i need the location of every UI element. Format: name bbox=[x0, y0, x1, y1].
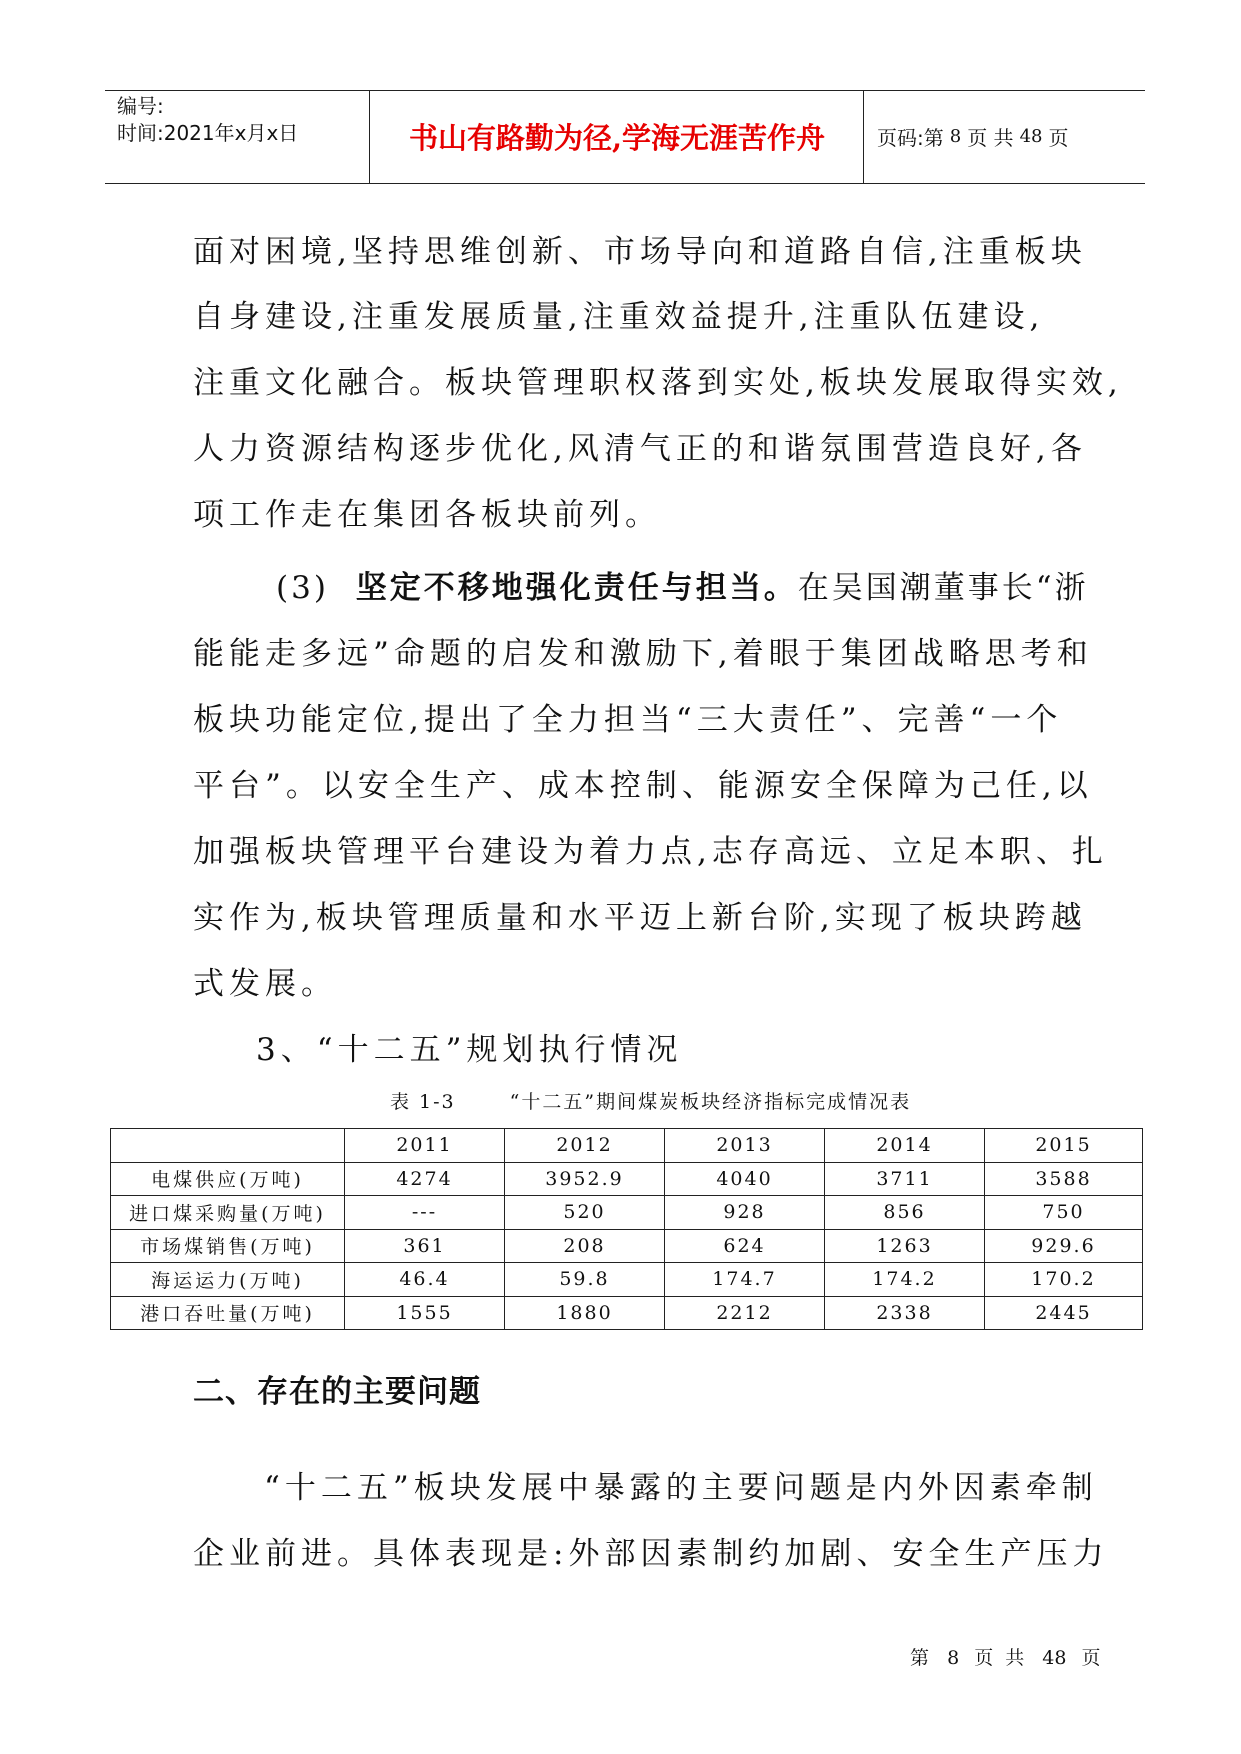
header-page-prefix: 页码:第 bbox=[877, 126, 944, 150]
table-cell: 3952.9 bbox=[505, 1162, 665, 1196]
table-header-cell: 2013 bbox=[665, 1129, 825, 1163]
table-cell: 2338 bbox=[825, 1296, 985, 1330]
paragraph-line: 式发展。 bbox=[193, 966, 337, 1002]
table-cell: 750 bbox=[985, 1196, 1143, 1230]
table-caption bbox=[390, 1087, 911, 1114]
table-cell: 624 bbox=[665, 1229, 825, 1263]
header-meta bbox=[117, 93, 367, 147]
paragraph-line: 平台”。以安全生产、成本控制、能源安全保障为己任,以 bbox=[193, 768, 1093, 804]
item-number: (3) bbox=[276, 570, 329, 606]
item-text: 在吴国潮董事长“浙 bbox=[797, 570, 1089, 606]
paragraph-line: 板块功能定位,提出了全力担当“三大责任”、完善“一个 bbox=[193, 702, 1063, 738]
table-cell: 520 bbox=[505, 1196, 665, 1230]
table-cell: 3588 bbox=[985, 1162, 1143, 1196]
table-cell: --- bbox=[345, 1196, 505, 1230]
table-cell: 1880 bbox=[505, 1296, 665, 1330]
page-footer bbox=[910, 1643, 1104, 1670]
table-caption-number: 表 1-3 bbox=[390, 1091, 456, 1113]
row-label: 进口煤采购量(万吨) bbox=[111, 1196, 345, 1230]
table-header-cell: 2011 bbox=[345, 1129, 505, 1163]
header-page-suffix: 页 bbox=[1048, 126, 1069, 150]
table-header-cell: 2014 bbox=[825, 1129, 985, 1163]
paragraph-line: 加强板块管理平台建设为着力点,志存高远、立足本职、扎 bbox=[193, 834, 1108, 870]
table-cell: 59.8 bbox=[505, 1263, 665, 1297]
row-label: 电煤供应(万吨) bbox=[111, 1162, 345, 1196]
coal-indicator-table bbox=[110, 1128, 1143, 1330]
item-heading: 坚定不移地强化责任与担当。 bbox=[355, 570, 798, 606]
row-label: 海运运力(万吨) bbox=[111, 1263, 345, 1297]
table-header-cell: 2012 bbox=[505, 1129, 665, 1163]
header-page-number: 8 bbox=[949, 126, 962, 147]
paragraph-line: 面对困境,坚持思维创新、市场导向和道路自信,注重板块 bbox=[193, 234, 1087, 270]
table-cell: 4040 bbox=[665, 1162, 825, 1196]
paragraph-line: 人力资源结构逐步优化,风清气正的和谐氛围营造良好,各 bbox=[193, 431, 1087, 467]
row-label: 市场煤销售(万吨) bbox=[111, 1229, 345, 1263]
table-cell: 361 bbox=[345, 1229, 505, 1263]
table-header-cell bbox=[111, 1129, 345, 1163]
table-row bbox=[111, 1296, 1143, 1330]
paragraph-line: 项工作走在集团各板块前列。 bbox=[193, 497, 661, 533]
paragraph-line: 能能走多远”命题的启发和激励下,着眼于集团战略思考和 bbox=[193, 636, 1093, 672]
table-header-row bbox=[111, 1129, 1143, 1163]
table-row bbox=[111, 1196, 1143, 1230]
table-cell: 208 bbox=[505, 1229, 665, 1263]
table-cell: 929.6 bbox=[985, 1229, 1143, 1263]
footer-mid: 页 共 bbox=[974, 1647, 1028, 1669]
table-cell: 2212 bbox=[665, 1296, 825, 1330]
header-page-total: 48 bbox=[1019, 126, 1043, 147]
header-divider-left bbox=[369, 90, 370, 183]
footer-page-total: 48 bbox=[1042, 1647, 1067, 1669]
table-cell: 3711 bbox=[825, 1162, 985, 1196]
table-cell: 46.4 bbox=[345, 1263, 505, 1297]
table-cell: 1555 bbox=[345, 1296, 505, 1330]
table-row bbox=[111, 1229, 1143, 1263]
footer-page-number: 8 bbox=[947, 1647, 960, 1669]
footer-prefix: 第 bbox=[910, 1647, 933, 1669]
table-header-cell: 2015 bbox=[985, 1129, 1143, 1163]
header-motto: 书山有路勤为径,学海无涯苦作舟 bbox=[408, 121, 826, 155]
sub-heading: 3、“十二五”规划执行情况 bbox=[256, 1032, 683, 1068]
section-title: 二、存在的主要问题 bbox=[193, 1374, 481, 1410]
header-bottom-rule bbox=[105, 183, 1145, 184]
table-cell: 4274 bbox=[345, 1162, 505, 1196]
table-cell: 928 bbox=[665, 1196, 825, 1230]
table-cell: 1263 bbox=[825, 1229, 985, 1263]
table-row bbox=[111, 1263, 1143, 1297]
table-cell: 2445 bbox=[985, 1296, 1143, 1330]
header-divider-right bbox=[863, 90, 864, 183]
paragraph-line: 自身建设,注重发展质量,注重效益提升,注重队伍建设, bbox=[193, 299, 1045, 335]
table-caption-title: “十二五”期间煤炭板块经济指标完成情况表 bbox=[509, 1091, 912, 1113]
paragraph-line: “十二五”板块发展中暴露的主要问题是内外因素牵制 bbox=[264, 1470, 1098, 1506]
paragraph-line bbox=[276, 562, 1089, 607]
table-cell: 174.7 bbox=[665, 1263, 825, 1297]
table-cell: 856 bbox=[825, 1196, 985, 1230]
time-label: 时间:2021年x月x日 bbox=[117, 121, 299, 145]
paragraph-line: 注重文化融合。板块管理职权落到实处,板块发展取得实效, bbox=[193, 365, 1123, 401]
serial-label: 编号: bbox=[117, 94, 164, 118]
row-label: 港口吞吐量(万吨) bbox=[111, 1296, 345, 1330]
footer-suffix: 页 bbox=[1081, 1647, 1104, 1669]
paragraph-line: 企业前进。具体表现是:外部因素制约加剧、安全生产压力 bbox=[193, 1536, 1109, 1572]
paragraph-line: 实作为,板块管理质量和水平迈上新台阶,实现了板块跨越 bbox=[193, 900, 1087, 936]
table-cell: 174.2 bbox=[825, 1263, 985, 1297]
table-cell: 170.2 bbox=[985, 1263, 1143, 1297]
header-page-mid: 页 共 bbox=[967, 126, 1014, 150]
table-row bbox=[111, 1162, 1143, 1196]
header-page-indicator bbox=[877, 90, 1068, 183]
